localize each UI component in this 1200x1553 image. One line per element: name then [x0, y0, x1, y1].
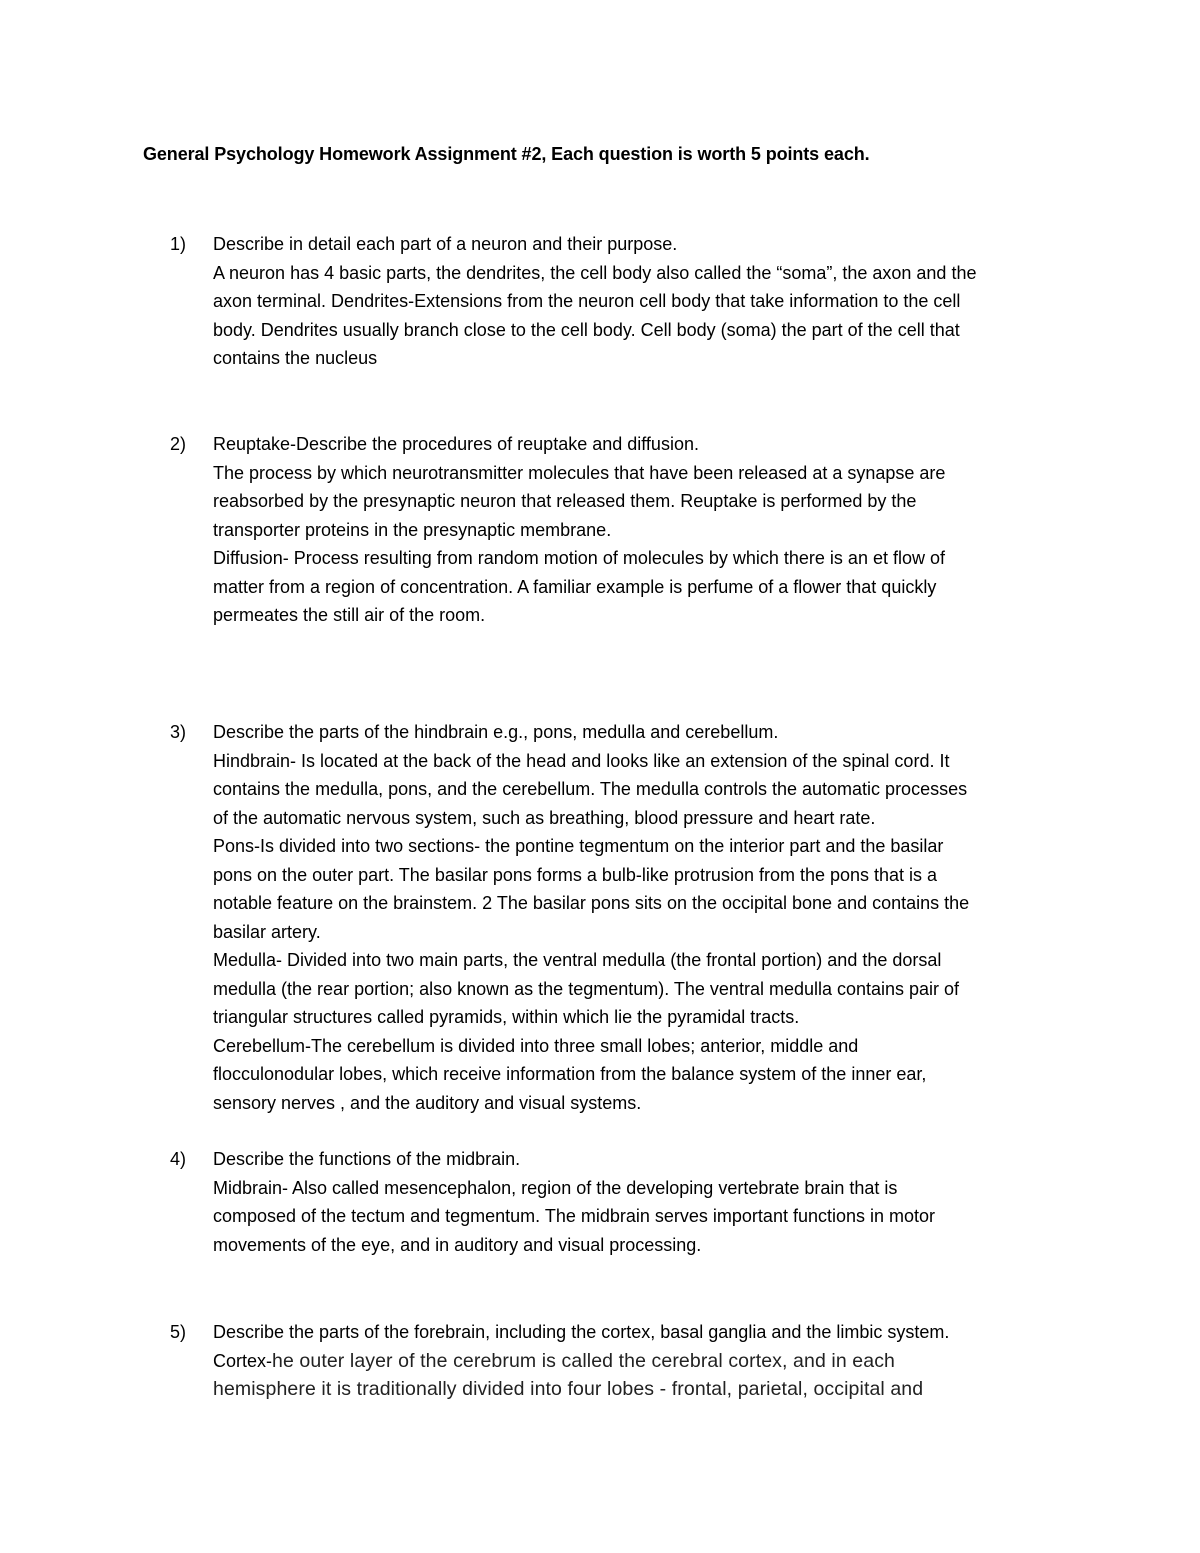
cortex-label: Cortex- — [213, 1350, 273, 1371]
answer-line: contains the medulla, pons, and the cerebellum. The medulla controls the automatic processes — [213, 779, 968, 799]
answer-line: contains the nucleus — [213, 348, 378, 368]
cortex-text: he outer layer of the cerebrum is called the cerebral cortex, and in each — [272, 1349, 895, 1372]
answer-line: flocculonodular lobes, which receive information from the balance system of the inner ear, — [213, 1064, 927, 1084]
answer-line: medulla (the rear portion; also known as the tegmentum). The ventral medulla contains pair of — [213, 978, 960, 999]
answer-line: reabsorbed by the presynaptic neuron that released them. Reuptake is performed by the — [213, 491, 917, 511]
question-prompt: Reuptake-Describe the procedures of reuptake and diffusion. — [213, 434, 699, 454]
answer-line: notable feature on the brainstem. 2 The basilar pons sits on the occipital bone and contains the — [213, 893, 970, 913]
answer-line: Diffusion- Process resulting from random motion of molecules by which there is an et flow of — [213, 548, 945, 568]
answer-line: Hindbrain- Is located at the back of the head and looks like an extension of the spinal cord. It — [213, 750, 950, 771]
question-prompt: Describe the functions of the midbrain. — [213, 1149, 521, 1169]
answer-line: Midbrain- Also called mesencephalon, region of the developing vertebrate brain that is — [213, 1177, 898, 1198]
answer-line — [213, 1347, 1070, 1376]
answer-line: composed of the tectum and tegmentum. The midbrain serves important functions in motor — [213, 1206, 936, 1226]
question-prompt: Describe in detail each part of a neuron and their purpose. — [213, 234, 678, 254]
answer-line: of the automatic nervous system, such as breathing, blood pressure and heart rate. — [213, 807, 876, 828]
question-number: 1) — [170, 234, 187, 254]
answer-line: transporter proteins in the presynaptic membrane. — [213, 519, 612, 540]
answer-line: pons on the outer part. The basilar pons forms a bulb-like protrusion from the pons that is a — [213, 864, 938, 885]
question-number: 4) — [170, 1149, 187, 1169]
answer-line: hemisphere it is traditionally divided into four lobes - frontal, parietal, occipital and — [213, 1378, 924, 1400]
document-title: General Psychology Homework Assignment #2, Each question is worth 5 points each. — [143, 144, 870, 164]
question-prompt: Describe the parts of the hindbrain e.g., pons, medulla and cerebellum. — [213, 722, 779, 742]
question-number: 2) — [170, 434, 187, 454]
question-3 — [170, 718, 1070, 1117]
answer-line: axon terminal. Dendrites-Extensions from the neuron cell body that take information to the cell — [213, 291, 961, 311]
answer-line: The process by which neurotransmitter molecules that have been released at a synapse are — [213, 462, 946, 483]
answer-line: Pons-Is divided into two sections- the pontine tegmentum on the interior part and the basilar — [213, 836, 944, 856]
question-number: 5) — [170, 1322, 187, 1342]
question-body — [213, 430, 1070, 630]
question-body — [213, 1145, 1070, 1259]
question-prompt: Describe the parts of the forebrain, including the cortex, basal ganglia and the limbic system. — [213, 1322, 950, 1342]
answer-line: basilar artery. — [213, 921, 321, 942]
question-4 — [170, 1145, 1070, 1259]
question-1 — [170, 230, 1070, 373]
question-body — [213, 718, 1070, 1117]
question-body — [213, 1318, 1070, 1404]
question-number: 3) — [170, 722, 187, 742]
answer-line: Medulla- Divided into two main parts, the ventral medulla (the frontal portion) and the dorsal — [213, 950, 942, 970]
answer-line: A neuron has 4 basic parts, the dendrites, the cell body also called the “soma”, the axon and the — [213, 262, 977, 283]
answer-line: movements of the eye, and in auditory and visual processing. — [213, 1234, 702, 1255]
answer-line: sensory nerves , and the auditory and visual systems. — [213, 1092, 642, 1113]
answer-line: matter from a region of concentration. A familiar example is perfume of a flower that quickly — [213, 576, 937, 597]
question-5 — [170, 1318, 1070, 1404]
question-2 — [170, 430, 1070, 630]
answer-line: triangular structures called pyramids, within which lie the pyramidal tracts. — [213, 1007, 800, 1027]
answer-line: Cerebellum-The cerebellum is divided into three small lobes; anterior, middle and — [213, 1035, 859, 1056]
answer-line: body. Dendrites usually branch close to the cell body. Cell body (soma) the part of the cell that — [213, 319, 960, 340]
question-body — [213, 230, 1070, 373]
answer-line: permeates the still air of the room. — [213, 605, 486, 625]
